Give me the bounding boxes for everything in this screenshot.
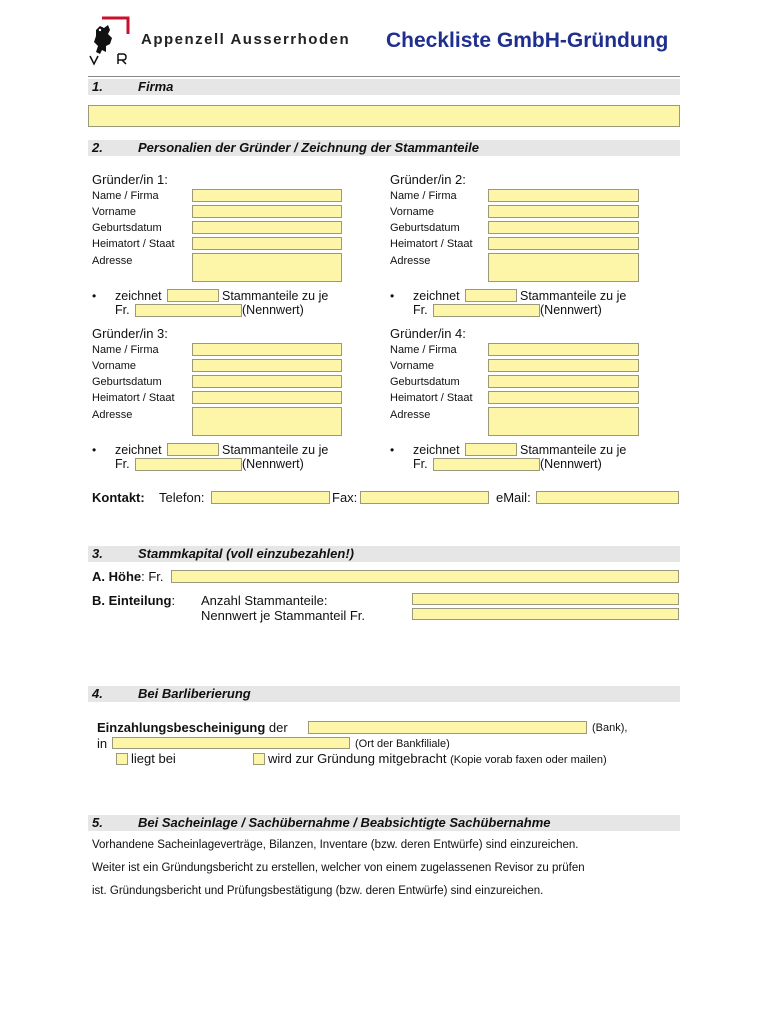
section-2-title: Personalien der Gründer / Zeichnung der Stammanteile xyxy=(138,140,479,155)
founder-2-fr: Fr. xyxy=(413,303,428,317)
founder-2-bullet: • xyxy=(390,289,395,303)
founder-3-stammanteile: Stammanteile zu je xyxy=(222,443,329,457)
founder-2-label-adresse: Adresse xyxy=(390,255,431,267)
founder-4-geburtsdatum-input[interactable] xyxy=(488,375,639,388)
founder-4-label-adresse: Adresse xyxy=(390,409,431,421)
hoehe-input[interactable] xyxy=(171,570,679,583)
hoehe-label-bold: A. Höhe xyxy=(92,569,142,584)
founder-4-stammanteile: Stammanteile zu je xyxy=(520,443,627,457)
email-input[interactable] xyxy=(536,491,679,504)
founder-3-name-input[interactable] xyxy=(192,343,342,356)
founder-4-label-vorname: Vorname xyxy=(390,360,435,372)
founder-3-vorname-input[interactable] xyxy=(192,359,342,372)
founder-4-label-name: Name / Firma xyxy=(390,344,457,356)
section-1-title: Firma xyxy=(138,79,174,94)
founder-1-stammanteile: Stammanteile zu je xyxy=(222,289,329,303)
founder-4-anzahl-input[interactable] xyxy=(465,443,517,456)
founder-1-label-heimatort: Heimatort / Staat xyxy=(92,238,175,250)
logo xyxy=(88,16,132,66)
email-label: eMail: xyxy=(496,490,531,505)
hoehe-label-suffix: : Fr. xyxy=(141,569,164,584)
sach-line-1: Vorhandene Sacheinlageverträge, Bilanzen, Inventare (bzw. deren Entwürfe) sind einzureichen. xyxy=(92,839,579,851)
founder-3-heading: Gründer/in 3: xyxy=(92,326,168,341)
mitgebracht-text: wird zur Gründung mitgebracht xyxy=(268,751,447,766)
org-name: Appenzell Ausserrhoden xyxy=(141,31,351,48)
nennwert-input[interactable] xyxy=(412,608,679,620)
sach-line-3: ist. Gründungsbericht und Prüfungsbestätigung (bzw. deren Entwürfe) sind einzureichen. xyxy=(92,885,544,897)
founder-1-nennwert: (Nennwert) xyxy=(242,303,304,317)
founder-3-geburtsdatum-input[interactable] xyxy=(192,375,342,388)
anzahl-label: Anzahl Stammanteile: xyxy=(201,593,328,608)
kopie-text: (Kopie vorab faxen oder mailen) xyxy=(450,754,607,766)
founder-2-label-heimatort: Heimatort / Staat xyxy=(390,238,473,250)
founder-2-nennwert-input[interactable] xyxy=(433,304,540,317)
section-1-number: 1. xyxy=(92,79,103,94)
founder-1-nennwert-input[interactable] xyxy=(135,304,242,317)
section-2-number: 2. xyxy=(92,140,103,155)
founder-3-anzahl-input[interactable] xyxy=(167,443,219,456)
founder-4-adresse-input[interactable] xyxy=(488,407,639,436)
founder-2-vorname-input[interactable] xyxy=(488,205,639,218)
mitgebracht-checkbox[interactable] xyxy=(253,753,265,765)
founder-4-bullet: • xyxy=(390,443,395,457)
telefon-label: Telefon: xyxy=(159,490,205,505)
founder-1-heading: Gründer/in 1: xyxy=(92,172,168,187)
bank-input[interactable] xyxy=(308,721,587,734)
founder-4-label-geburtsdatum: Geburtsdatum xyxy=(390,376,460,388)
founder-1-heimatort-input[interactable] xyxy=(192,237,342,250)
founder-2-stammanteile: Stammanteile zu je xyxy=(520,289,627,303)
section-3-title: Stammkapital (voll einzubezahlen!) xyxy=(138,546,354,561)
fax-input[interactable] xyxy=(360,491,489,504)
founder-3-bullet: • xyxy=(92,443,97,457)
founder-3-label-geburtsdatum: Geburtsdatum xyxy=(92,376,162,388)
section-5-title: Bei Sacheinlage / Sachübernahme / Beabsichtigte Sachübernahme xyxy=(138,815,551,830)
founder-4-zeichnet: zeichnet xyxy=(413,443,460,457)
founder-2-label-geburtsdatum: Geburtsdatum xyxy=(390,222,460,234)
founder-1-geburtsdatum-input[interactable] xyxy=(192,221,342,234)
liegt-bei-label: liegt bei xyxy=(131,751,176,766)
founder-1-label-vorname: Vorname xyxy=(92,206,137,218)
liegt-bei-checkbox[interactable] xyxy=(116,753,128,765)
einzahlung-label xyxy=(97,720,288,735)
in-label: in xyxy=(97,736,108,751)
founder-2-label-vorname: Vorname xyxy=(390,206,435,218)
hoehe-label xyxy=(92,569,164,584)
founder-4-name-input[interactable] xyxy=(488,343,639,356)
ort-label: (Ort der Bankfiliale) xyxy=(355,738,450,750)
fax-label: Fax: xyxy=(332,490,358,505)
founder-3-fr: Fr. xyxy=(115,457,130,471)
firma-input[interactable] xyxy=(88,105,680,127)
founder-3-nennwert-input[interactable] xyxy=(135,458,242,471)
einteilung-label-suffix: : xyxy=(171,593,176,608)
founder-1-label-geburtsdatum: Geburtsdatum xyxy=(92,222,162,234)
founder-1-vorname-input[interactable] xyxy=(192,205,342,218)
section-1-heading xyxy=(88,79,680,95)
founder-3-label-name: Name / Firma xyxy=(92,344,159,356)
section-4-number: 4. xyxy=(92,686,103,701)
founder-4-heading: Gründer/in 4: xyxy=(390,326,466,341)
founder-1-bullet: • xyxy=(92,289,97,303)
telefon-input[interactable] xyxy=(211,491,330,504)
founder-2-anzahl-input[interactable] xyxy=(465,289,517,302)
founder-4-fr: Fr. xyxy=(413,457,428,471)
mitgebracht-label xyxy=(268,751,607,766)
founder-1-adresse-input[interactable] xyxy=(192,253,342,282)
founder-3-zeichnet: zeichnet xyxy=(115,443,162,457)
founder-2-geburtsdatum-input[interactable] xyxy=(488,221,639,234)
einzahlung-label-bold: Einzahlungsbescheinigung xyxy=(97,720,266,735)
founder-4-label-heimatort: Heimatort / Staat xyxy=(390,392,473,404)
founder-1-fr: Fr. xyxy=(115,303,130,317)
founder-1-zeichnet: zeichnet xyxy=(115,289,162,303)
section-5-heading xyxy=(88,815,680,831)
founder-1-anzahl-input[interactable] xyxy=(167,289,219,302)
nennwert-label: Nennwert je Stammanteil Fr. xyxy=(201,608,366,623)
founder-2-adresse-input[interactable] xyxy=(488,253,639,282)
founder-2-zeichnet: zeichnet xyxy=(413,289,460,303)
section-5-number: 5. xyxy=(92,815,103,830)
ort-input[interactable] xyxy=(112,737,350,749)
section-2-heading xyxy=(88,140,680,156)
section-4-title: Bei Barliberierung xyxy=(138,686,251,701)
bank-label: (Bank), xyxy=(592,722,628,734)
einteilung-label-bold: B. Einteilung xyxy=(92,593,172,608)
founder-2-nennwert: (Nennwert) xyxy=(540,303,602,317)
founder-1-name-input[interactable] xyxy=(192,189,342,202)
founder-1-label-adresse: Adresse xyxy=(92,255,133,267)
section-3-heading xyxy=(88,546,680,562)
sach-line-2: Weiter ist ein Gründungsbericht zu erstellen, welcher von einem zugelassenen Revisor zu prüfen xyxy=(92,862,585,874)
einteilung-label xyxy=(92,593,175,608)
founder-4-nennwert-input[interactable] xyxy=(433,458,540,471)
founder-3-nennwert: (Nennwert) xyxy=(242,457,304,471)
section-3-number: 3. xyxy=(92,546,103,561)
founder-4-heimatort-input[interactable] xyxy=(488,391,639,404)
founder-2-heimatort-input[interactable] xyxy=(488,237,639,250)
founder-3-label-adresse: Adresse xyxy=(92,409,133,421)
founder-3-heimatort-input[interactable] xyxy=(192,391,342,404)
founder-3-label-heimatort: Heimatort / Staat xyxy=(92,392,175,404)
founder-2-label-name: Name / Firma xyxy=(390,190,457,202)
founder-3-adresse-input[interactable] xyxy=(192,407,342,436)
founder-4-nennwert: (Nennwert) xyxy=(540,457,602,471)
founder-4-vorname-input[interactable] xyxy=(488,359,639,372)
header-rule xyxy=(88,76,680,77)
founder-2-heading: Gründer/in 2: xyxy=(390,172,466,187)
founder-1-label-name: Name / Firma xyxy=(92,190,159,202)
section-4-heading xyxy=(88,686,680,702)
anzahl-input[interactable] xyxy=(412,593,679,605)
einzahlung-label-der: der xyxy=(265,720,288,735)
founder-2-name-input[interactable] xyxy=(488,189,639,202)
founder-3-label-vorname: Vorname xyxy=(92,360,137,372)
page-title: Checkliste GmbH-Gründung xyxy=(386,29,669,52)
contact-label: Kontakt: xyxy=(92,490,145,505)
